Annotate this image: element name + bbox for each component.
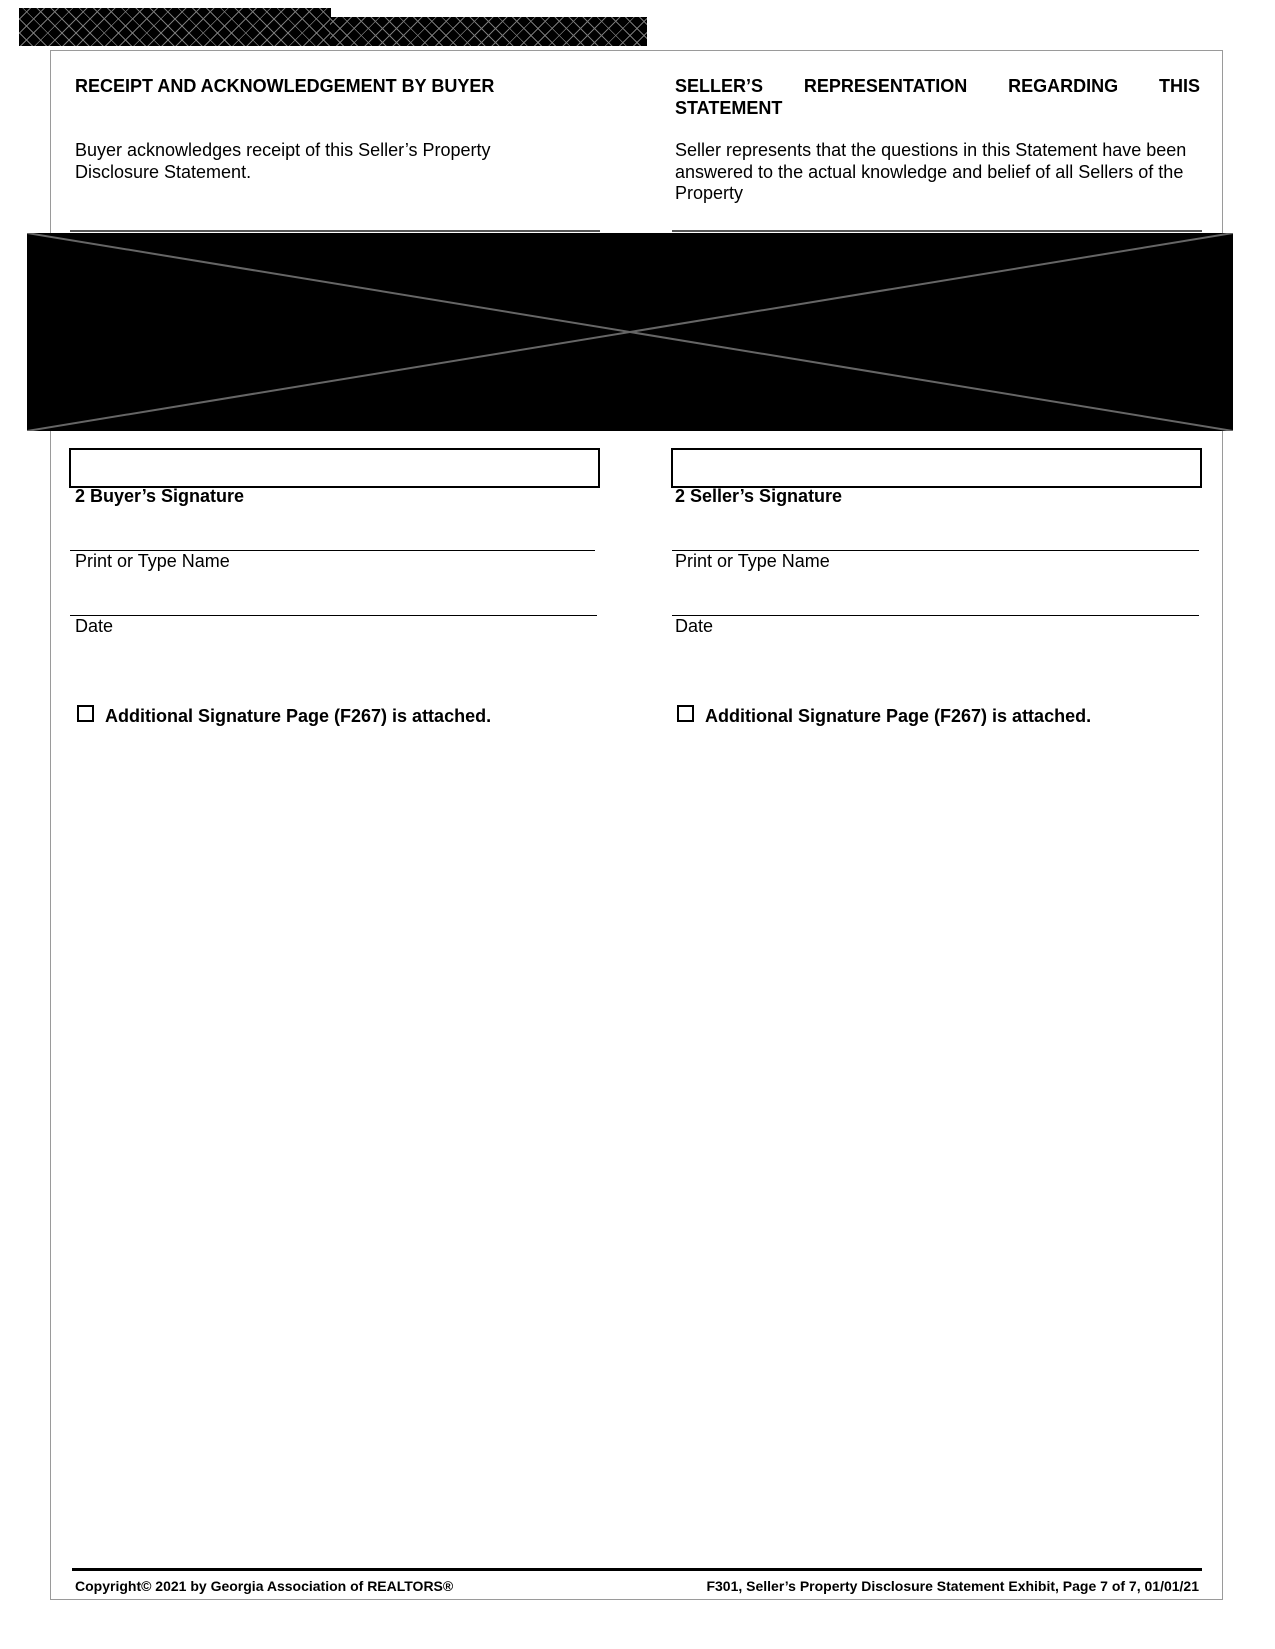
seller-section-heading: SELLER’S REPRESENTATION REGARDING THIS STATEMENT [675, 76, 1200, 118]
buyer-date-field[interactable] [70, 615, 597, 616]
buyer-signature-label: 2 Buyer’s Signature [75, 486, 245, 506]
buyer-name-label: Print or Type Name [75, 551, 230, 571]
seller-date-field[interactable] [672, 615, 1199, 616]
seller-signature-line [672, 230, 1202, 232]
seller-additional-page-label: Additional Signature Page (F267) is attached. [705, 706, 1092, 726]
redacted-header-block [19, 8, 331, 46]
seller-name-label: Print or Type Name [675, 551, 830, 571]
buyer-date-label: Date [75, 616, 114, 636]
redaction-cross-icon [27, 233, 1233, 431]
buyer-signature-field[interactable] [69, 448, 600, 488]
seller-signature-label: 2 Seller’s Signature [675, 486, 843, 506]
footer-divider [72, 1568, 1202, 1571]
buyer-acknowledgement-text: Buyer acknowledges receipt of this Seller’s Property Disclosure Statement. [75, 140, 491, 182]
seller-signature-field[interactable] [671, 448, 1202, 488]
buyer-signature-line [70, 230, 600, 232]
buyer-additional-page-label: Additional Signature Page (F267) is attached. [105, 706, 492, 726]
seller-date-label: Date [675, 616, 714, 636]
redacted-header-block [330, 17, 647, 46]
footer-form-id: F301, Seller’s Property Disclosure Statement Exhibit, Page 7 of 7, 01/01/21 [706, 1578, 1199, 1594]
buyer-section-heading: RECEIPT AND ACKNOWLEDGEMENT BY BUYER [75, 76, 495, 96]
footer-copyright: Copyright© 2021 by Georgia Association of REALTORS® [75, 1578, 454, 1594]
redacted-signature-area [27, 233, 1233, 431]
seller-additional-page-checkbox[interactable] [677, 705, 694, 722]
buyer-additional-page-checkbox[interactable] [77, 705, 94, 722]
seller-representation-text: Seller represents that the questions in this Statement have been answered to the actual knowledge and belief of all Sellers of the Property [675, 140, 1187, 203]
